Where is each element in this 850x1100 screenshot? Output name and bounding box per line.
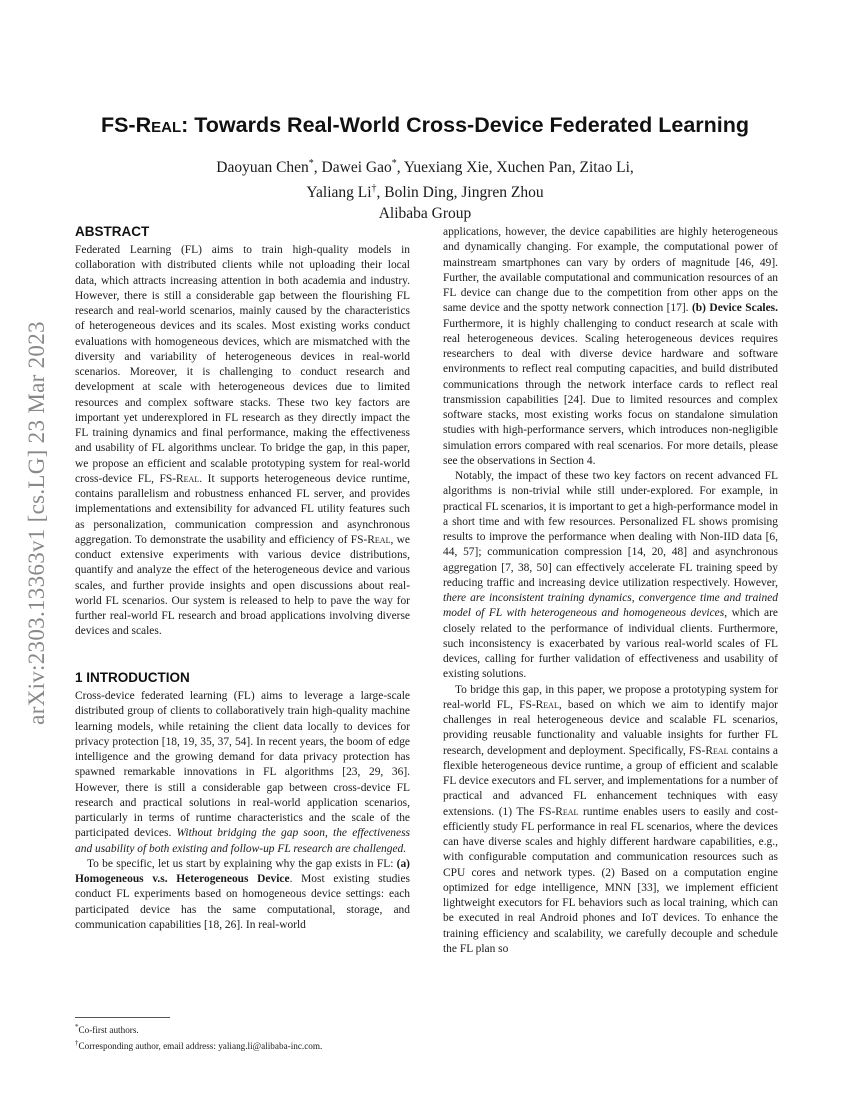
author-line-2: Yaliang Li†, Bolin Ding, Jingren Zhou (306, 183, 544, 202)
introduction-body-right (443, 225, 778, 957)
abstract-body (75, 243, 410, 640)
footnote-corresponding: †Corresponding author, email address: yaliang.li@alibaba-inc.com. (75, 1039, 323, 1052)
footnote-divider (75, 1017, 170, 1018)
intro-paragraph-1: Cross-device federated learning (FL) aims to leverage a large-scale distributed group of clients to collaboratively train high-quality machine learning models, while retaining the client data locally to devices for privacy protection [18, 19, 35, 37, 54]. In recent years, the boom of edge intelligence and the growing demand for data privacy protection has spawned remarkable innovations in FL algorithms [23, 29, 36]. However, there is still a considerable gap between cross-device FL research and practical solutions in real-world application scenarios, particularly in terms of runtime characteristics and the scale of the participated devices. Without bridging the gap soon, the effectiveness and usability of both existing and follow-up FL research are challenged. (75, 690, 410, 855)
introduction-heading: 1 INTRODUCTION (75, 670, 190, 685)
arxiv-identifier-text: arXiv:2303.13363v1 [cs.LG] 23 Mar 2023 (24, 321, 49, 725)
abstract-paragraph: Federated Learning (FL) aims to train high-quality models in collaboration with distributed clients while not uploading their local data, which attracts increasing attention in both academia and industry. However, there is still a considerable gap between the flourishing FL research and real-world scenarios, mainly caused by the characteristics of heterogeneous devices and its scales. Most existing works conduct evaluations with homogeneous devices, which are mismatched with the diversity and variability of heterogeneous devices in real-world scenarios. Moreover, it is challenging to conduct research and development at scale with heterogeneous devices due to limited resources and complex software stacks. These two key factors are important yet underexplored in FL research as they directly impact the FL training dynamics and final performance, making the effectiveness and usability of FL algorithms unclear. To bridge the gap, in this paper, we propose an efficient and scalable prototyping system for real-world cross-device FL, FS-Real. It supports heterogeneous device runtime, contains parallelism and robustness enhanced FL server, and provides implementations and extensibility for advanced FL utility features such as personalization, communication compression and asynchronous aggregation. To demonstrate the usability and efficiency of FS-Real, we conduct extensive experiments with various device distributions, quantify and analyze the effect of the heterogeneous device and various scales, and further provide insights and open discussions about real-world FL scenarios. Our system is released to help to pave the way for further real-world FL research and broad applications involving diverse devices and scales. (75, 244, 410, 638)
author-block (60, 153, 790, 224)
abstract-heading: ABSTRACT (75, 224, 150, 239)
affiliation: Alibaba Group (378, 205, 472, 223)
footnote-co-first: *Co-first authors. (75, 1023, 139, 1036)
arxiv-identifier (12, 288, 62, 758)
paper-title: FS-Real: Towards Real-World Cross-Device Federated Learning (100, 113, 750, 137)
intro-paragraph-2: To be specific, let us start by explaining why the gap exists in FL: (a) Homogeneous v.s. Heterogeneous Device. Most existing studies conduct FL experiments based on homogeneous device settings: each participated device has the same computational, storage, and communication capabilities [18, 26]. In real-world (75, 857, 410, 931)
author-line-1: Daoyuan Chen*, Dawei Gao*, Yuexiang Xie, Xuchen Pan, Zitao Li, (216, 158, 634, 177)
intro-paragraph-3: Notably, the impact of these two key factors on recent advanced FL algorithms is non-trivial while still under-explored. For example, in practical FL scenarios, it is important to get a high-performance model in a short time and with few resources. Personalized FL shows promising results to improve the performance when dealing with Non-IID data [6, 44, 57]; communication compression [14, 20, 48] and asynchronous aggregation [7, 38, 50] can effectively accelerate FL training speed by reducing traffic and increasing device utilization respectively. However, there are inconsistent training dynamics, convergence time and trained model of FL with heterogeneous and homogeneous devices, which are closely related to the performance of individual clients. Furthermore, such inconsistency is exacerbated by various real-world scales of FL devices, calling for further validation of effectiveness and usability of existing solutions. (443, 470, 779, 681)
intro-paragraph-2-cont: applications, however, the device capabilities are highly heterogeneous and dynamically changing. For example, the computational power of mainstream smartphones can vary by orders of magnitude [46, 49]. Further, the available computational and communication resources of an FL device can change due to the competition from other apps on the same device and the spotty network connection [17]. (b) Device Scales. Furthermore, it is highly challenging to conduct research at scale with real heterogeneous devices. Scaling heterogeneous devices requires researchers to deal with diverse device hardware and software environments to reflect real computing capacities, and build distributed communications through the network interface cards to reflect real transmission capabilities [24]. Due to limited resources and complex software stacks, most existing works focus on standalone simulation studies with high-performance servers, which introduces non-negligible simulation errors compared with real scenarios. For more details, please see the observations in Section 4. (443, 226, 778, 467)
intro-paragraph-4: To bridge this gap, in this paper, we propose a prototyping system for real-world FL, FS-Real, based on which we aim to identify major challenges in real heterogeneous device and scalable FL scenarios, providing reusable functionality and valuable insights for further FL research, development and deployment. Specifically, FS-Real contains a flexible heterogeneous device runtime, a group of efficient and scalable FL device executors and FL server, and implementations for a number of practical and advanced FL enhancement techniques with easy extensions. (1) The FS-Real runtime enables users to easily and cost-efficiently study FL performance in real FL scenarios, where the devices can have diverse scales and highly different hardware capabilities, e.g., with configurable computation and communication resources such as CPU cores and network types. (2) Based on a computation engine optimized for edge intelligence, MNN [33], we implement efficient lightweight executors for FL behaviors such as local training, which can be executed in real Android phones and IoT devices. To enhance the training efficiency and scalability, we carefully decouple and schedule the FL plan so (443, 683, 778, 955)
introduction-body-left (75, 689, 410, 933)
footnotes (75, 1021, 415, 1053)
